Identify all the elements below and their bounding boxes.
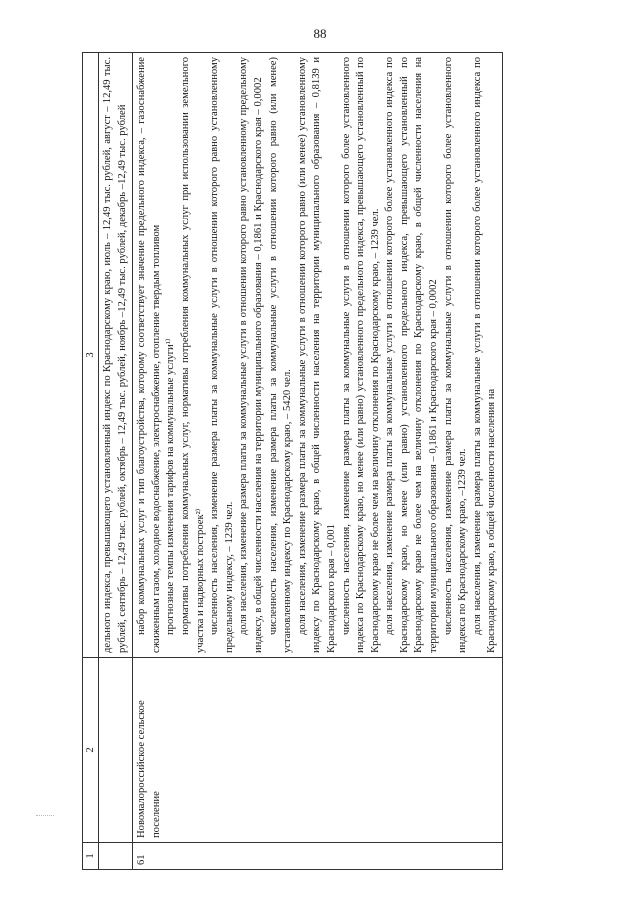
table-row [133,53,503,870]
continuation-text-cell [99,53,133,658]
detail-paragraph: нормативы потребления коммунальных услуг, нормативы потребления коммунальных услуг при использовании земельного участка и надворных построек²⁾ [179,57,206,653]
continuation-name-cell [99,658,133,843]
data-table [82,52,503,870]
row-number: 61 [133,843,503,870]
scan-artifact [36,812,54,816]
detail-paragraph: доля населения, изменение размера платы за коммунальные услуги в отношении которого более установленного индекса по Краснодарскому краю, но менее (или равно) установленного предельного индекса, превышающего установленный по Краснодарскому краю не более чем на величину отклонения по Краснодарскому краю, в общей численности населения на территории муниципального образования – 0,1861 и Краснодарского края – 0,0002 [384,57,440,653]
detail-paragraph: доля населения, изменение размера платы за коммунальные услуги в отношении которого равно (или менее) установленному индексу по Краснодарскому краю, в общей численности населения на территории муниципального образования – 0,8139 и Краснодарского края – 0,001 [296,57,337,653]
page-number: 88 [313,26,327,41]
row-details [133,53,503,658]
rotated-table [82,52,602,870]
header-col-2: 2 [83,658,99,843]
row-settlement-name: Новомалороссийское сельское поселение [133,658,503,843]
detail-paragraph: численность населения, изменение размера платы за коммунальные услуги в отношении которого равно установленному предельному индексу, – 1239 чел. [209,57,235,653]
continuation-row [99,53,133,870]
table-viewport [82,52,602,870]
detail-paragraph: численность населения, изменение размера платы за коммунальные услуги в отношении которого более установленного индекса по Краснодарскому краю, но менее (или равно) установленного предельного индекса, превышающего установленный по Краснодарскому краю не более чем на величину отклонения по Краснодарскому краю, – 1239 чел. [340,57,381,653]
detail-paragraph: прогнозные темпы изменения тарифов на коммунальные услуги¹⁾ [165,338,177,635]
continuation-text: дельного индекса, превышающего установленный индекс по Краснодарскому краю, июль – 12,49 тыс. рублей, август – 12,49 тыс. рублей, сентябрь – 12,49 тыс. рублей, октябрь – 12,49 тыс. рублей, ноябрь –12,49 тыс. рублей, декабрь –12,49 тыс. рублей [102,57,128,653]
header-col-3: 3 [83,53,99,658]
detail-paragraph: доля населения, изменение размера платы за коммунальные услуги в отношении которого более установленного индекса по Краснодарскому краю, в общей численности населения на [471,57,498,653]
table-header-row [83,53,99,870]
detail-paragraph: набор коммунальных услуг и тип благоустройства, которому соответствует значение предельного индекса, – газоснабжение сжиженным газом, холодное водоснабжение, электроснабжение, отопление твердым топливом [136,57,162,653]
detail-paragraph: доля населения, изменение размера платы за коммунальные услуги в отношении которого равно установленному предельному индексу, в общей численности населения на территории муниципального образования – 0,1861 и Краснодарского края – 0,0002 [238,57,264,653]
detail-paragraph: численность населения, изменение размера платы за коммунальные услуги в отношении которого равно (или менее) установленному индексу по Краснодарскому краю, – 5420 чел. [267,57,294,653]
detail-paragraph: численность населения, изменение размера платы за коммунальные услуги в отношении которого более установленного индекса по Краснодарскому краю, –1239 чел. [442,57,469,653]
header-col-1: 1 [83,843,99,870]
continuation-number-cell [99,843,133,870]
